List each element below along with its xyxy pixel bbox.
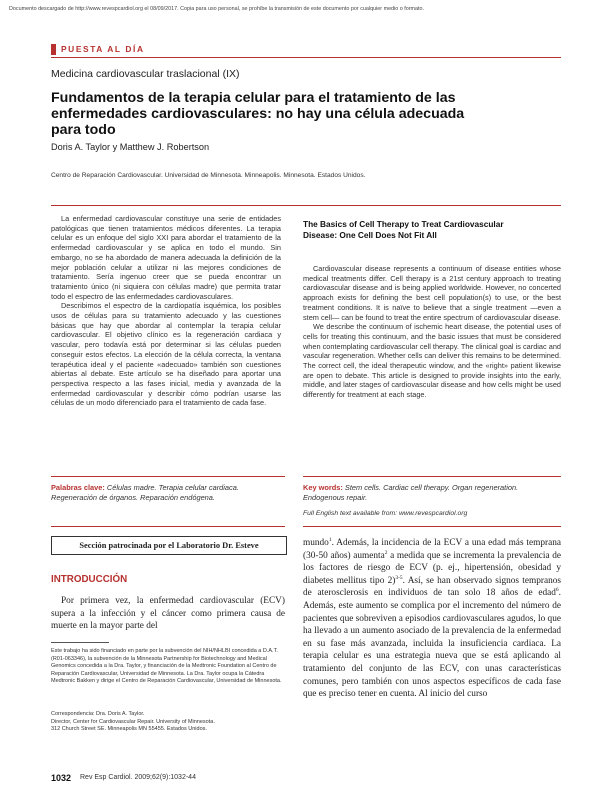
- page-number: 1032: [51, 773, 72, 783]
- body-text-right-column: [303, 537, 561, 701]
- correspondence-line: 312 Church Street SE. Minneapolis MN 55455. Estados Unidos.: [51, 726, 207, 733]
- abstract-bottom-rule-en: [303, 526, 561, 527]
- introduction-heading: INTRODUCCIÓN: [51, 574, 128, 585]
- keywords-en-text: Stem cells. Cardiac cell therapy. Organ regeneration. Endogenous repair.: [303, 483, 519, 502]
- abstract-english-title: The Basics of Cell Therapy to Treat Cardiovascular Disease: One Cell Does Not Fit All: [303, 219, 504, 240]
- correspondence-block: [51, 711, 289, 734]
- abstract-top-rule: [51, 205, 561, 206]
- keywords-english: [303, 483, 561, 502]
- full-english-link[interactable]: Full English text available from: www.revespcardiol.org: [303, 510, 468, 517]
- keywords-es-label: Palabras clave:: [51, 483, 105, 492]
- body-text-run: mundo: [303, 538, 329, 548]
- footnote-text: Este trabajo ha sido financiado en parte por la subvención del NIH/NHLBI concedida a D.A.T. (R01-063346), la subvención de la Minnesota Partnership for Biotechnology and Medical Genomics concedida a la Dra. Taylor, y financiación de la Medtronic Foundation al Centro de Reparación Cardiovascular, Universidad de Minnesota. La Dra. Taylor ocupa la Cátedra Medtronic Bakken y dirige el Centro de Reparación Cardiovascular, Universidad de Minnesota.: [51, 648, 282, 685]
- article-type-label: PUESTA AL DÍA: [61, 44, 145, 54]
- section-marker-bar: [51, 44, 56, 55]
- citation-ref: 3-5: [395, 574, 403, 581]
- keywords-spanish: [51, 483, 286, 502]
- series-title: Medicina cardiovascular traslacional (IX): [51, 68, 240, 80]
- keywords-es-rule: [51, 476, 285, 477]
- affiliation: Centro de Reparación Cardiovascular. Universidad de Minnesota. Minneapolis. Minnesota. Estados Unidos.: [51, 172, 366, 179]
- journal-citation: Rev Esp Cardiol. 2009;62(9):1032-44: [80, 774, 196, 781]
- abstract-es-paragraph: Describimos el espectro de la cardiopatía isquémica, los posibles usos de células para su tratamiento adecuado y las cuestiones básicas que hay que abordar al contemplar la terapia celular cardiovascular. El objetivo clínico es la regeneración cardiaca y vascular, pero todavía está por determinar si las células pueden conseguir estos efectos. La elección de la célula correcta, la ventana terapéutica ideal y el paciente «adecuado» también son cuestiones abiertas al debate. Este artículo se ha diseñado para aportar una perspectiva respecto a las fases inicial, media y avanzada de la enfermedad cardiovascular y describir cómo podrían usarse las células de un modo diferenciado para el tratamiento de cada fase.: [51, 301, 281, 408]
- correspondence-line: Director, Center for Cardiovascular Repair. University of Minnesota.: [51, 718, 215, 725]
- download-watermark: Documento descargado de http://www.revespcardiol.org el 08/09/2017. Copia para uso personal, se prohíbe la transmisión de este documento por cualquier medio o formato.: [9, 6, 425, 12]
- correspondence-line: Correspondencia: Dra. Doris A. Taylor.: [51, 711, 145, 717]
- authors: Doris A. Taylor y Matthew J. Robertson: [51, 142, 210, 152]
- abstract-en-paragraph: We describe the continuum of ischemic heart disease, the potential uses of cells for treating this continuum, and the basic issues that must be considered when contemplating cardiovascular cell therapy. The clinical goal is cardiac and vascular regeneration. Whether cells can deliver this remains to be determined. The correct cell, the ideal therapeutic window, and the «right» patient likewise are open to debate. This article is designed to provide insights into the early, middle, and later stages of cardiovascular disease and how cells might be used differently for treatment at each stage.: [303, 322, 561, 400]
- article-title: Fundamentos de la terapia celular para el tratamiento de las enfermedades cardiovasculares: no hay una célula adecuada para todo: [51, 90, 465, 139]
- introduction-paragraph: Por primera vez, la enfermedad cardiovascular (ECV) supera a la infección y el cáncer como primera causa de muerte en la mayor parte del: [51, 596, 285, 632]
- body-text-run: . Así, se han observado signos tempranos de aterosclerosis en individuos de tan solo 18 años de edad: [303, 575, 561, 599]
- keywords-es-text: Células madre. Terapia celular cardiaca. Regeneración de órganos. Reparación endógena.: [51, 483, 239, 502]
- abstract-bottom-rule: [51, 526, 285, 527]
- abstract-es-paragraph: La enfermedad cardiovascular constituye una serie de entidades patológicas que tienen tratamientos médicos diferentes. La terapia celular es un enfoque del siglo XXI para abordar el tratamiento de la enfermedad cardiovascular y se aplica en todo el mundo. Sin embargo, no se ha abordado de manera adecuada la definición de la mejor población celular a utilizar ni las mejores condiciones de tratamiento. Sería ingenuo creer que se pueda encontrar un tratamiento único (ni siquiera con células madre) que permita tratar todo el espectro de las enfermedades cardiovasculares.: [51, 214, 281, 301]
- footnote-rule: [51, 642, 109, 643]
- citation-ref: 1: [328, 536, 332, 543]
- body-text-run: . Además, este aumento se complica por el incremento del número de pacientes que sobreviven a episodios cardiovasculares agudos, lo que ha llevado a un aumento asociado de la prevalencia de la enfermedad en su fase más avanzada, incluida la insuficiencia cardiaca. La terapia celular es una estrategia nueva que se está aplicando al tratamiento del conjunto de las ECV, con unas características comunes, pero también con unos aspectos específicos de cada fase que es preciso tener en cuenta. Al inicio del curso: [303, 588, 561, 700]
- abstract-spanish: [51, 214, 281, 408]
- abstract-en-paragraph: Cardiovascular disease represents a continuum of disease entities whose medical treatments differ. Cell therapy is a 21st century approach to treating cardiovascular disease and is being applied worldwide. However, no concerted approach exists for defining the best cell population(s) to use, or the best treatment conditions. It is naïve to believe that a single treatment —even a stem cell— can be found to treat the entire spectrum of cardiovascular disease.: [303, 264, 561, 322]
- citation-ref: 2: [384, 549, 388, 556]
- citation-ref: 6: [555, 587, 559, 594]
- keywords-en-label: Key words:: [303, 483, 343, 492]
- funding-footnote: [51, 648, 289, 686]
- keywords-en-rule: [303, 476, 561, 477]
- body-text-run: . Además, la incidencia de la ECV a una edad más temprana (30-50 años) aumenta: [303, 538, 561, 561]
- sponsor-box: Sección patrocinada por el Laboratorio Dr. Esteve: [51, 536, 287, 555]
- body-text-run: a medida que se incrementa la prevalencia de los factores de riesgo de ECV (p. ej., hipertensión, obesidad y diabetes mellitus tipo 2): [303, 550, 562, 586]
- header-rule: [51, 57, 561, 58]
- abstract-english: [303, 264, 561, 400]
